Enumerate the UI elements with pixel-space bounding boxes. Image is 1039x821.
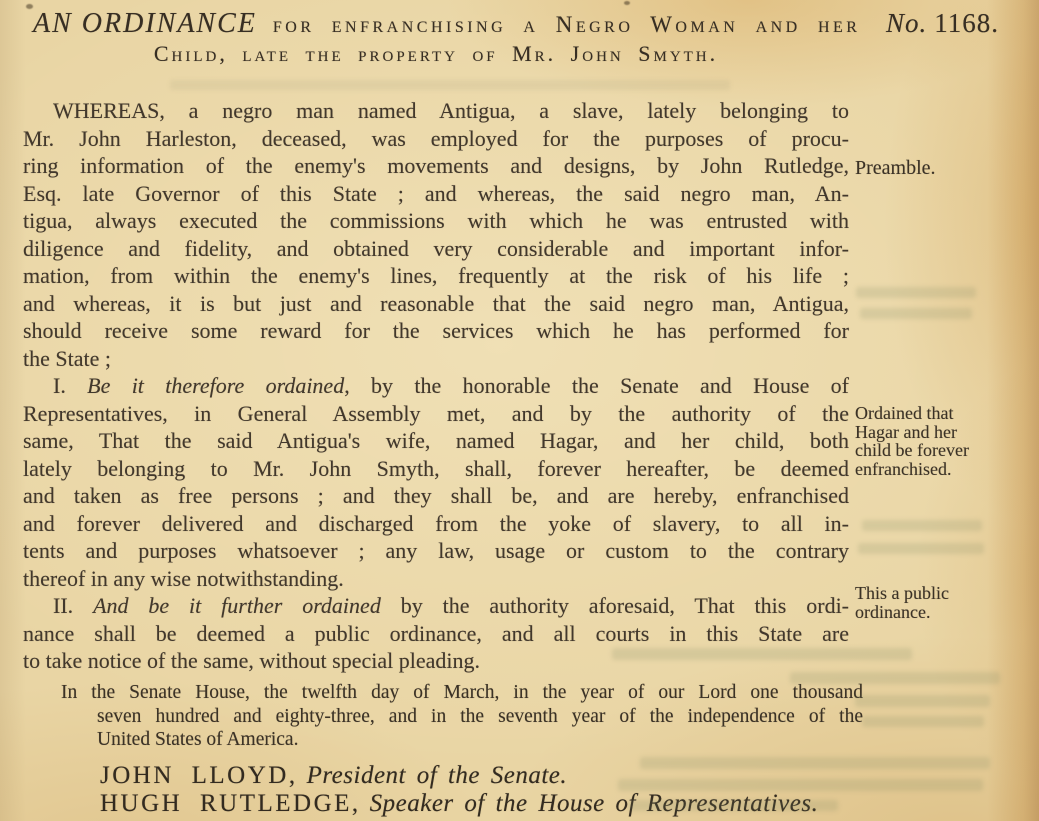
body-segment: same, That the said Antigua's wife, named Hagar, and her child, both bbox=[23, 428, 849, 453]
ordinance-number-value: 1168. bbox=[934, 8, 999, 38]
body-segment: ring information of the enemy's movements and designs, by John Rutledge, bbox=[23, 153, 849, 178]
margin-note-ordained bbox=[855, 404, 1020, 478]
body-line bbox=[23, 317, 849, 345]
margin-note-line: child be forever bbox=[855, 440, 969, 460]
body-segment: nance shall be deemed a public ordinance, and all courts in this State are bbox=[23, 620, 849, 646]
body-line bbox=[23, 262, 849, 290]
body-line bbox=[23, 510, 849, 538]
body-segment-italic: And be it further ordained bbox=[93, 593, 381, 618]
body-segment-italic: Be it therefore ordained bbox=[87, 373, 345, 398]
signer-title: President of the Senate. bbox=[306, 762, 568, 789]
body-segment: by the authority aforesaid, That this ordi- bbox=[380, 593, 850, 618]
body-segment: and whereas, it is but just and reasonable that the said negro man, Antigua, bbox=[23, 290, 849, 316]
showthrough-mark bbox=[170, 80, 730, 90]
signer-name: JOHN LLOYD, bbox=[100, 762, 298, 789]
body-line bbox=[23, 207, 849, 235]
body-segment: WHEREAS, a negro man named Antigua, a slave, lately belonging to bbox=[53, 98, 849, 123]
body-segment: and forever delivered and discharged from the yoke of slavery, to all in- bbox=[23, 510, 849, 536]
margin-note-line: This a public bbox=[855, 583, 949, 603]
body-segment: Representatives, in General Assembly met, and by the authority of the bbox=[23, 400, 849, 426]
body-segment: , by the honorable the Senate and House of bbox=[344, 373, 849, 398]
body-line bbox=[23, 400, 849, 428]
ordinance-title-continuation: for enfranchising a Negro Woman and her bbox=[272, 12, 861, 37]
margin-note-line: ordinance. bbox=[855, 601, 931, 622]
showthrough-mark bbox=[862, 520, 982, 531]
body-segment: the State ; bbox=[23, 345, 111, 371]
body-segment: and taken as free persons ; and they shall be, and are hereby, enfranchised bbox=[23, 483, 849, 508]
document-heading bbox=[33, 8, 999, 40]
body-line bbox=[23, 125, 849, 153]
attestation bbox=[61, 681, 863, 752]
body-segment: lately belonging to Mr. John Smyth, shall, forever hereafter, be deemed bbox=[23, 455, 849, 481]
ordinance-number bbox=[886, 8, 999, 39]
margin-note-line: Hagar and her bbox=[855, 421, 957, 442]
body-segment: thereof in any wise notwithstanding. bbox=[23, 565, 344, 591]
ordinance-number-prefix: No. bbox=[885, 8, 928, 38]
showthrough-mark bbox=[628, 800, 838, 811]
body-line bbox=[23, 565, 849, 593]
ordinance-subtitle: Child, late the property of Mr. John Smyth. bbox=[153, 41, 719, 66]
body-segment: to take notice of the same, without special pleading. bbox=[23, 648, 480, 673]
margin-note-line: Ordained that bbox=[855, 403, 954, 423]
showthrough-mark bbox=[856, 287, 976, 298]
body-line bbox=[23, 592, 849, 620]
body-segment: tents and purposes whatsoever ; any law, usage or custom to the contrary bbox=[23, 538, 849, 563]
margin-note-line: enfranchised. bbox=[855, 458, 952, 479]
showthrough-mark bbox=[862, 716, 984, 727]
body-segment: I. bbox=[53, 373, 88, 398]
body-segment: Mr. John Harleston, deceased, was employed for the purposes of procu- bbox=[23, 125, 849, 151]
showthrough-mark bbox=[612, 648, 912, 660]
attestation-line: seven hundred and eighty-three, and in the seventh year of the independence of the bbox=[97, 705, 863, 727]
showthrough-mark bbox=[790, 672, 1000, 684]
showthrough-mark bbox=[858, 543, 984, 554]
body-line bbox=[23, 290, 849, 318]
body-line bbox=[23, 97, 849, 125]
body-line bbox=[23, 235, 849, 263]
body-column bbox=[23, 97, 849, 675]
body-line bbox=[23, 455, 849, 483]
signer-title: Speaker of the House of Representatives. bbox=[369, 789, 819, 817]
margin-note-preamble bbox=[855, 158, 1020, 179]
margin-note-public-ordinance bbox=[855, 584, 1020, 621]
attestation-line: In the Senate House, the twelfth day of March, in the year of our Lord one thousand bbox=[61, 682, 863, 703]
body-line bbox=[23, 152, 849, 180]
margin-note-line: Preamble. bbox=[855, 157, 936, 179]
body-line bbox=[23, 537, 849, 565]
body-line bbox=[23, 180, 849, 208]
showthrough-mark bbox=[618, 779, 983, 791]
ink-speck bbox=[26, 4, 33, 9]
body-segment: Esq. late Governor of this State ; and whereas, the said negro man, An- bbox=[23, 180, 849, 206]
body-line bbox=[23, 345, 849, 373]
body-segment: II. bbox=[53, 593, 94, 618]
ordinance-title: AN ORDINANCE bbox=[33, 8, 257, 39]
showthrough-mark bbox=[860, 308, 972, 319]
body-line bbox=[23, 620, 849, 648]
body-line bbox=[23, 482, 849, 510]
body-segment: should receive some reward for the services which he has performed for bbox=[23, 318, 849, 343]
body-segment: tigua, always executed the commissions with which he was entrusted with bbox=[23, 208, 849, 233]
body-line bbox=[23, 372, 849, 400]
attestation-line: United States of America. bbox=[97, 729, 299, 750]
showthrough-mark bbox=[855, 695, 990, 707]
body-segment: mation, from within the enemy's lines, frequently at the risk of his life ; bbox=[23, 263, 849, 288]
showthrough-mark bbox=[640, 757, 990, 769]
signer-name: HUGH RUTLEDGE, bbox=[100, 789, 361, 817]
body-segment: diligence and fidelity, and obtained very considerable and important infor- bbox=[23, 235, 849, 261]
ink-speck bbox=[624, 1, 630, 5]
body-line bbox=[23, 427, 849, 455]
